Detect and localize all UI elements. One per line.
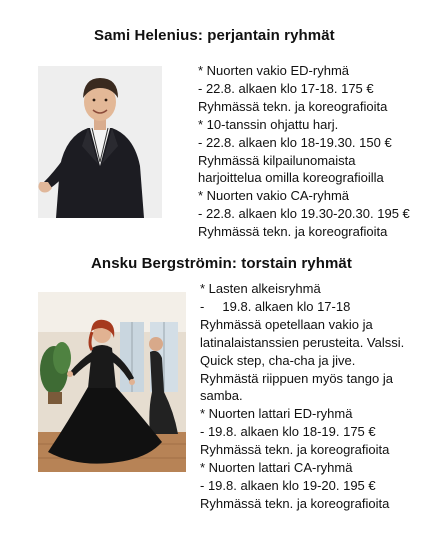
text-line: - 22.8. alkaen klo 17-18. 175 € bbox=[198, 80, 374, 96]
text-line: Ryhmässä opetellaan vakio ja bbox=[200, 316, 373, 332]
text-line: - 19.8. alkaen klo 18-19. 175 € bbox=[200, 424, 376, 440]
instructor-photo-sami bbox=[38, 66, 162, 218]
section-title-thursday: Ansku Bergströmin: torstain ryhmät bbox=[91, 255, 352, 272]
text-line: - 22.8. alkaen klo 19.30-20.30. 195 € bbox=[198, 206, 410, 222]
text-line: - 19.8. alkaen klo 19-20. 195 € bbox=[200, 477, 376, 493]
text-line: Ryhmässä tekn. ja koreografioita bbox=[200, 495, 390, 511]
text-line: samba. bbox=[200, 388, 243, 404]
text-line: harjoittelua omilla koreografioilla bbox=[198, 170, 384, 186]
text-line: * Nuorten lattari CA-ryhmä bbox=[200, 460, 353, 476]
text-line: Quick step, cha-cha ja jive. bbox=[200, 352, 356, 368]
text-line: - 19.8. alkaen klo 17-18 bbox=[200, 298, 351, 314]
section-thursday-text bbox=[200, 280, 404, 513]
text-line: * Nuorten vakio CA-ryhmä bbox=[198, 188, 349, 204]
text-line: Ryhmässä tekn. ja koreografioita bbox=[198, 224, 388, 240]
text-line: * Nuorten vakio ED-ryhmä bbox=[198, 63, 349, 78]
text-line: * Nuorten lattari ED-ryhmä bbox=[200, 406, 353, 422]
text-line: Ryhmässä tekn. ja koreografioita bbox=[198, 98, 388, 114]
text-line: Ryhmässä tekn. ja koreografioita bbox=[200, 442, 390, 458]
text-line: latinalaistanssien perusteita. Valssi. bbox=[200, 334, 405, 350]
text-line: - 22.8. alkaen klo 18-19.30. 150 € bbox=[198, 134, 392, 150]
text-line: Ryhmässä kilpailunomaista bbox=[198, 152, 356, 168]
text-line: Ryhmästä riippuen myös tango ja bbox=[200, 370, 393, 386]
section-friday-text bbox=[198, 62, 410, 241]
section-title-friday: Sami Helenius: perjantain ryhmät bbox=[94, 27, 335, 44]
text-line: * 10-tanssin ohjattu harj. bbox=[198, 116, 339, 132]
text-line: * Lasten alkeisryhmä bbox=[200, 281, 321, 296]
instructor-photo-ansku bbox=[38, 292, 186, 472]
